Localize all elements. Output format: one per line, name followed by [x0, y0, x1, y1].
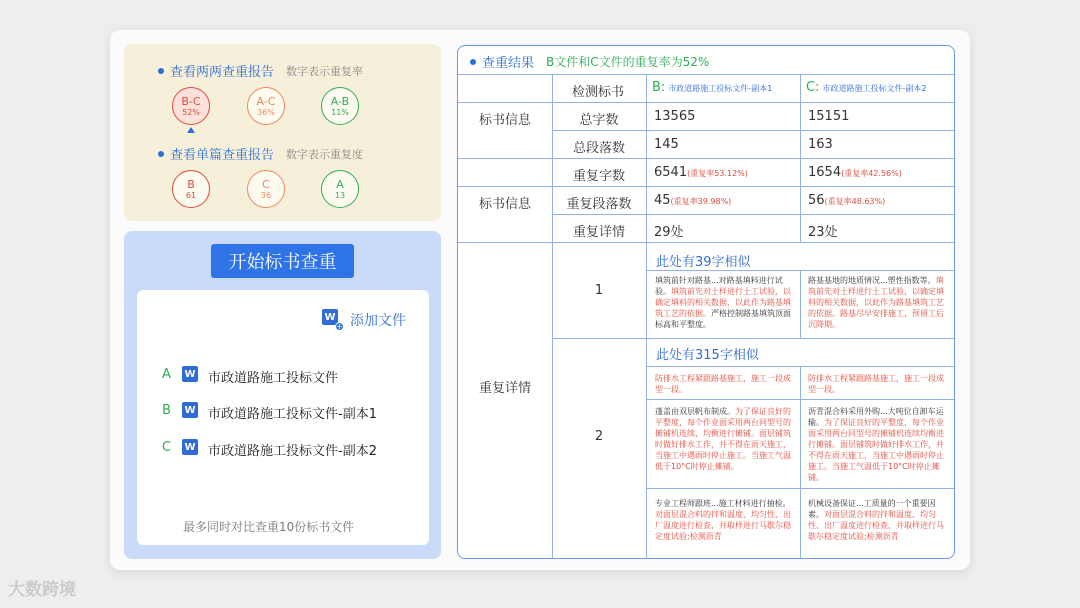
single-report-title[interactable]: 查看单篇查重报告 [170, 148, 275, 163]
plain-text: 沥青混合料采用外购...大吨位自卸车运输。 [808, 407, 944, 427]
row-b-value [654, 193, 731, 208]
detail-c-text: 防排水工程紧跟路基施工，施工一段成型一段。 [808, 374, 944, 394]
detail-index: 2 [594, 429, 604, 444]
file-name-c[interactable]: 市政道路施工投标文件-副本2 [208, 444, 377, 459]
b-value: 6541 [654, 165, 688, 180]
plain-text: 填筑前针对路基...对路基填料进行试验。 [655, 276, 783, 296]
grid-line [800, 270, 801, 338]
word-file-icon: W [182, 402, 198, 418]
word-file-icon: W [182, 366, 198, 382]
file-name-b[interactable]: 市政道路施工投标文件-副本1 [208, 407, 377, 422]
matched-text: 为了保证良好的平整度，每个作业面采用两台同型号的摊铺机连续，均衡进行摊铺。面层铺筑时做好排水工作，并不得在雨天施工，当施工中遇雨时停止施工。当施工气温低于10°C时停止摊铺。 [655, 407, 791, 471]
detail-b-text [655, 406, 795, 472]
section-label: 重复详情 [478, 381, 531, 396]
file-letter-a: A [162, 367, 171, 382]
single-report-link[interactable] [158, 144, 363, 163]
single-value: 13 [334, 190, 346, 200]
detail-b-text [655, 275, 795, 330]
add-plus-icon[interactable]: + [336, 322, 343, 331]
matched-text: 填筑前先对土样进行土工试验，以确定填料的相关数据，以此作为路基填筑工艺的依据。 [655, 287, 791, 318]
row-label: 总段落数 [572, 141, 625, 156]
row-c-value [808, 165, 902, 180]
grid-line [552, 130, 954, 131]
row-c-value [808, 109, 849, 124]
plain-text: 机械设备保证...工质量的一个重要因素。 [808, 499, 936, 519]
detail-b-text: 防排水工程紧跟路基施工，施工一段成型一段。 [655, 374, 791, 394]
grid-line [800, 366, 801, 558]
grid-line [458, 158, 954, 159]
detail-c-text [808, 498, 948, 542]
word-file-icon: W [182, 439, 198, 455]
pair-a-c-button[interactable] [247, 87, 285, 125]
row-label: 总字数 [579, 113, 619, 128]
file-letter-c: C [162, 440, 172, 455]
row-label: 重复详情 [572, 225, 625, 240]
start-check-button[interactable]: 开始标书查重 [211, 244, 354, 278]
plain-text: 专业工程师跟班...施工材料进行抽检。 [655, 499, 791, 508]
c-rate: (重复率42.56%) [841, 169, 902, 178]
selected-indicator-icon [187, 127, 195, 133]
row-c-value [808, 193, 885, 208]
single-label: A [336, 177, 344, 191]
bullet-dot [158, 151, 164, 157]
pair-label: B-C [181, 94, 201, 108]
word-file-icon[interactable]: W [322, 309, 338, 325]
single-value: 61 [185, 190, 197, 200]
column-c-name: 市政道路施工投标文件-副本2 [822, 84, 927, 93]
single-c-button[interactable] [247, 170, 285, 208]
section-label: 标书信息 [478, 113, 531, 128]
detail-index: 1 [594, 283, 604, 298]
c-value: 56 [808, 193, 825, 208]
column-b-name: 市政道路施工投标文件-副本1 [668, 84, 773, 93]
matched-text: 对面层混合料的拌和温度、均匀性、出厂温度进行检查，并取样进行马歇尔稳定度试验;检测沥青 [808, 510, 944, 541]
single-a-button[interactable] [321, 170, 359, 208]
b-value: 45 [654, 193, 671, 208]
column-b-letter: B: [652, 80, 666, 95]
bullet-dot [470, 59, 476, 65]
add-file-button[interactable]: 添加文件 [350, 313, 406, 329]
plain-text: 路基基地的地质情况...塑性指数等。 [808, 276, 936, 285]
file-limit-note: 最多同时对比查重10份标书文件 [183, 520, 355, 534]
c-rate: (重复率48.63%) [824, 197, 886, 206]
section-label: 标书信息 [478, 197, 531, 212]
pair-value: 52% [182, 107, 200, 117]
file-name-a[interactable]: 市政道路施工投标文件 [208, 371, 339, 386]
similar-heading[interactable]: 此处有39字相似 [656, 255, 751, 270]
grid-line [458, 186, 954, 187]
plain-text: 蓬盖由双层帆布制成。 [655, 407, 735, 416]
row-b-value [654, 109, 695, 124]
pair-b-c-button[interactable] [172, 87, 210, 125]
detail-b-text [655, 498, 795, 542]
row-label: 重复段落数 [566, 197, 632, 212]
grid-line [552, 214, 954, 215]
c-value: 23处 [808, 225, 838, 240]
pair-report-title[interactable]: 查看两两查重报告 [170, 65, 275, 80]
pair-value: 11% [331, 107, 349, 117]
pair-report-link[interactable] [158, 61, 363, 80]
pair-a-b-button[interactable] [321, 87, 359, 125]
detail-c-text [808, 275, 948, 330]
grid-line [458, 74, 954, 75]
row-c-value [808, 221, 838, 240]
single-report-hint: 数字表示重复度 [286, 147, 364, 161]
bullet-dot [158, 68, 164, 74]
watermark-logo: 大数跨境 [8, 580, 76, 600]
row-label: 重复字数 [572, 169, 625, 184]
row-b-value [654, 221, 684, 240]
result-header [470, 52, 709, 71]
b-rate: (重复率53.12%) [687, 169, 748, 178]
column-c-letter: C: [806, 80, 820, 95]
plain-text: 严格控制路基填筑顶面标高和平整度。 [655, 309, 791, 329]
pair-label: A-B [330, 94, 350, 108]
single-label: B [187, 177, 195, 191]
result-title: 查重结果 [482, 56, 535, 71]
result-summary: B文件和C文件的重复率为52% [546, 55, 710, 69]
grid-line [646, 74, 647, 558]
grid-line [458, 242, 954, 243]
b-value: 29处 [654, 225, 684, 240]
similar-heading[interactable]: 此处有315字相似 [656, 348, 759, 363]
grid-line [458, 102, 954, 103]
grid-line [800, 74, 801, 242]
b-rate: (重复率39.98%) [670, 197, 732, 206]
c-value: 1654 [808, 165, 842, 180]
c-value: 163 [808, 137, 833, 152]
single-b-button[interactable] [172, 170, 210, 208]
pair-label: A-C [256, 94, 276, 108]
b-value: 145 [654, 137, 679, 152]
single-label: C [262, 177, 270, 191]
detect-header: 检测标书 [572, 85, 625, 100]
c-value: 15151 [808, 109, 850, 124]
file-letter-b: B [162, 403, 171, 418]
detail-c-text [808, 406, 948, 483]
row-b-value [654, 137, 679, 152]
row-b-value [654, 165, 748, 180]
column-b-header [652, 80, 772, 95]
b-value: 13565 [654, 109, 696, 124]
column-c-header [806, 80, 926, 95]
row-c-value [808, 137, 833, 152]
matched-text: 为了保证良好的平整度，每个作业面采用两台同型号的摊铺机连续均衡进行摊铺。面层铺筑时做好排水工作，并不得在雨天施工，当施工中遇雨时停止施工。当施工气温低于10°C时停止摊铺。 [808, 418, 944, 482]
pair-report-hint: 数字表示重复率 [286, 64, 364, 78]
matched-text: 对面层混合料的拌和温度、均匀性、出厂温度进行检查，并取样进行马歇尔稳定度试验;检测沥青 [655, 510, 791, 541]
grid-line [552, 338, 954, 339]
matched-text: 填筑前先对土样进行土工试验，以确定填料的相关数据，以此作为路基填筑工艺的依据。路基尽早安排施工，预留工后沉降期。 [808, 276, 944, 329]
single-value: 36 [260, 190, 272, 200]
pair-value: 36% [257, 107, 275, 117]
